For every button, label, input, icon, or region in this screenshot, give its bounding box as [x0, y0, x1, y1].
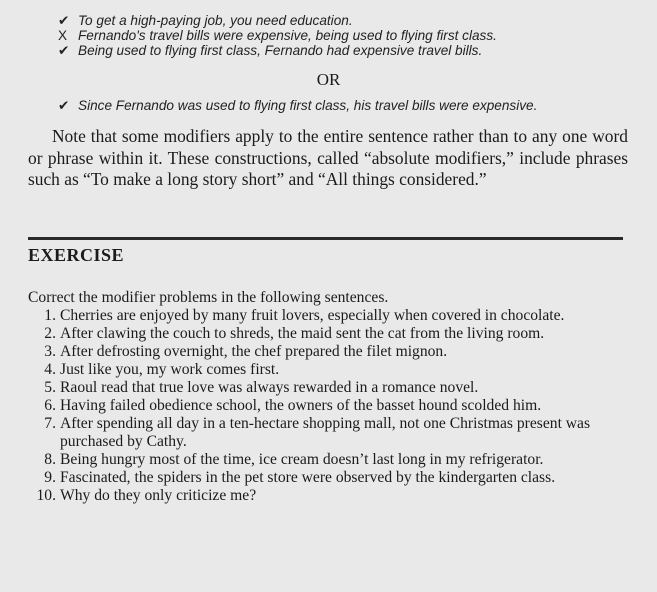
x-mark-icon: X: [58, 28, 68, 43]
checkmark-icon: ✔: [58, 43, 70, 58]
example-text: Fernando's travel bills were expensive, being used to flying first class.: [78, 28, 497, 43]
example-text: Being used to flying first class, Fernando had expensive travel bills.: [78, 43, 483, 58]
item-text: Just like you, my work comes first.: [60, 361, 280, 378]
list-item: [28, 325, 628, 343]
exercise-heading: EXERCISE: [28, 245, 125, 265]
item-text: After spending all day in a ten-hectare shopping mall, not one Christmas present was purchased by Cathy.: [60, 415, 591, 450]
item-number: 9.: [44, 469, 56, 486]
exercise-list: [28, 307, 628, 505]
list-item: [28, 397, 628, 415]
item-number: 6.: [44, 397, 56, 414]
item-text: Being hungry most of the time, ice cream doesn’t last long in my refrigerator.: [60, 451, 544, 468]
item-number: 3.: [44, 343, 56, 360]
item-number: 2.: [44, 325, 56, 342]
list-item: [28, 361, 628, 379]
item-number: 4.: [44, 361, 56, 378]
item-number: 8.: [44, 451, 56, 468]
example-text: Since Fernando was used to flying first class, his travel bills were expensive.: [78, 98, 538, 113]
section-divider: [28, 237, 623, 240]
exercise-instruction: Correct the modifier problems in the following sentences.: [28, 289, 389, 306]
example-sentence-correct: [58, 13, 353, 28]
example-sentence-correct: [58, 43, 482, 58]
list-item: [28, 469, 628, 487]
or-separator: OR: [316, 70, 341, 89]
list-item: [28, 343, 628, 361]
note-paragraph: Note that some modifiers apply to the entire sentence rather than to any one word or phrase within it. These constructions, called “absolute modifiers,” include phrases such as “To make a long story short” and “All things considered.”: [28, 126, 628, 189]
item-number: 7.: [44, 415, 56, 432]
example-sentence-correct: [58, 98, 537, 113]
checkmark-icon: ✔: [58, 13, 70, 28]
item-number: 1.: [44, 307, 56, 324]
list-item: [28, 307, 628, 325]
list-item: [28, 379, 628, 397]
item-text: After defrosting overnight, the chef prepared the filet mignon.: [60, 343, 448, 360]
item-text: Having failed obedience school, the owners of the basset hound scolded him.: [60, 397, 542, 414]
example-text: To get a high-paying job, you need education.: [78, 13, 353, 28]
item-text: Raoul read that true love was always rewarded in a romance novel.: [60, 379, 479, 396]
list-item: [28, 487, 628, 505]
list-item: [28, 415, 628, 451]
item-text: Why do they only criticize me?: [60, 487, 257, 504]
item-number: 10.: [36, 487, 56, 504]
item-text: After clawing the couch to shreds, the maid sent the cat from the living room.: [60, 325, 545, 342]
item-text: Fascinated, the spiders in the pet store were observed by the kindergarten class.: [60, 469, 556, 486]
item-number: 5.: [44, 379, 56, 396]
checkmark-icon: ✔: [58, 98, 70, 113]
item-text: Cherries are enjoyed by many fruit lovers, especially when covered in chocolate.: [60, 307, 565, 324]
example-sentence-incorrect: [58, 28, 497, 43]
list-item: [28, 451, 628, 469]
